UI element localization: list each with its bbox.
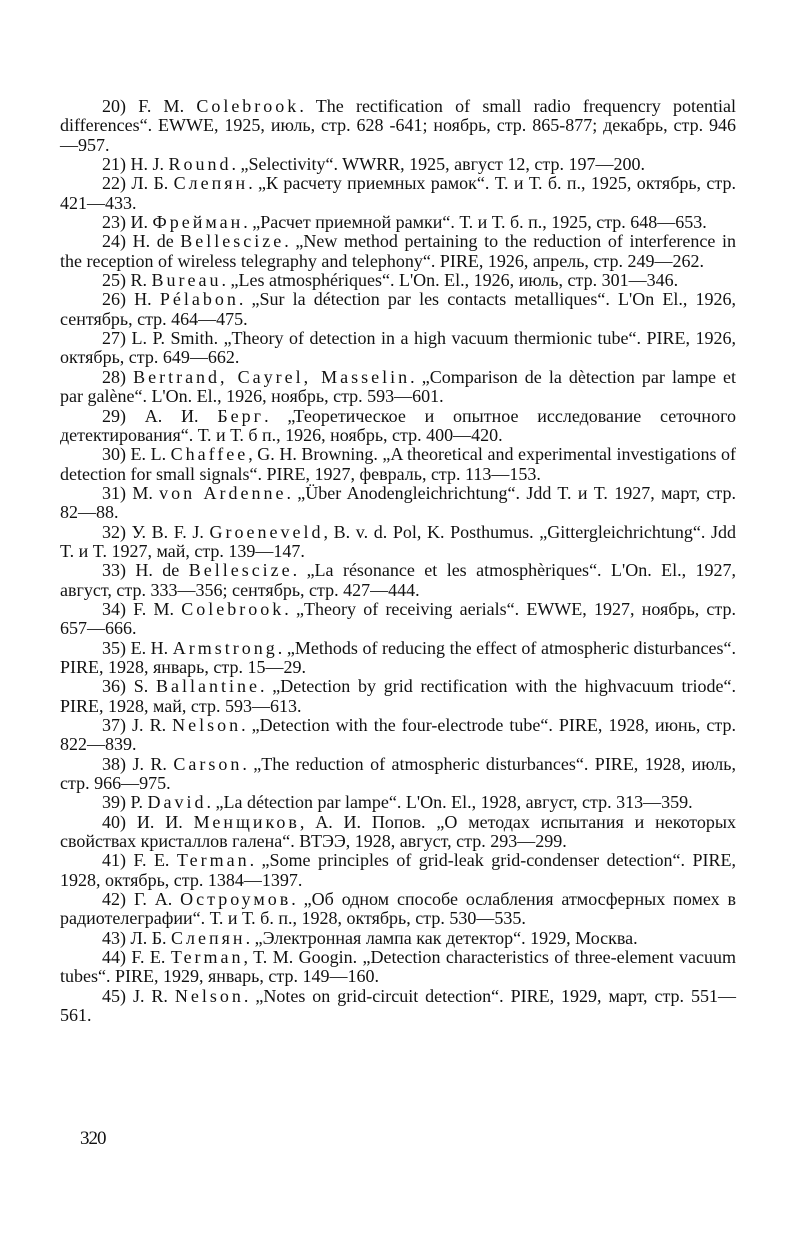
reference-initials: J. R. [132, 985, 175, 1006]
reference-initials: E. H. [130, 637, 173, 658]
reference-number: 33) [102, 560, 126, 581]
reference-number: 22) [102, 173, 126, 194]
reference-entry [60, 290, 736, 329]
reference-details: , B. v. d. Pol, K. Posthumus. „Gittergleichrichtung“. Jdd T. и T. 1927, май, стр. 139—147. [60, 521, 737, 561]
reference-author: Менщиков [193, 811, 300, 832]
reference-initials: F. E. [131, 947, 171, 968]
reference-number: 36) [102, 676, 126, 697]
reference-entry [60, 484, 736, 523]
reference-details: . „Les atmosphériques“. L'On. El., 1926, июль, стр. 301—346. [221, 270, 679, 291]
reference-entry [60, 677, 736, 716]
reference-entry [60, 97, 736, 155]
reference-entry [60, 813, 736, 852]
reference-author: Nelson [172, 715, 242, 735]
reference-initials: E. L. [130, 444, 171, 465]
reference-author: Chaffee [170, 444, 249, 465]
reference-details: . „Theory of receiving aerials“. EWWE, 1927, ноябрь, стр. 657—666. [60, 598, 736, 639]
reference-number: 39) [102, 792, 126, 813]
reference-details: . „Теоретическое и опытное исследование сеточного детектирования“. Т. и Т. б п., 1926, ноябрь, стр. 400—420. [60, 405, 737, 445]
reference-entry [60, 890, 736, 929]
reference-entry [60, 232, 736, 271]
reference-details: . „Methods of reducing the effect of atmospheric disturbances“. PIRE, 1928, январь, стр. 15—29. [60, 637, 737, 677]
reference-number: 45) [102, 985, 126, 1006]
reference-number: 43) [102, 927, 126, 948]
reference-details: . „Über Anodengleichrichtung“. Jdd T. и T. 1927, март, стр. 82—88. [60, 482, 737, 523]
reference-details: . „The reduction of atmospheric disturbances“. PIRE, 1928, июль, стр. 966—975. [60, 753, 736, 794]
reference-initials: F. E. [133, 850, 177, 871]
reference-entry [60, 174, 736, 213]
reference-number: 25) [102, 270, 126, 291]
reference-initials: H. J. [130, 154, 169, 175]
reference-entry [60, 755, 736, 794]
reference-details: , T. M. Googin. „Detection characteristics of three-element vacuum tubes“. PIRE, 1929, январь, стр. 149—160. [60, 947, 737, 987]
reference-initials: А. И. [144, 405, 218, 426]
reference-initials: H. [134, 289, 160, 310]
reference-number: 30) [102, 444, 126, 465]
reference-author: Armstrong [172, 637, 278, 658]
reference-entry [60, 155, 736, 174]
reference-author: Colebrook [181, 598, 285, 619]
reference-author: Nelson [174, 985, 244, 1006]
reference-entry [60, 639, 736, 678]
reference-initials: M. [132, 482, 160, 503]
reference-details: , А. И. Попов. „О методах испытания и некоторых свойствах кристаллов галена“. ВТЭЭ, 1928, август, стр. 293—299. [60, 811, 737, 852]
reference-initials: J. R. [132, 715, 173, 735]
reference-initials: F. M. [138, 96, 197, 116]
reference-number: 21) [102, 154, 126, 175]
reference-initials: P. [130, 792, 148, 813]
reference-author: Terman [176, 850, 250, 871]
reference-number: 26) [102, 289, 126, 310]
reference-details: . „Selectivity“. WWRR, 1925, август 12, стр. 197—200. [231, 154, 645, 175]
reference-details: . „Detection with the four-electrode tube“. PIRE, 1928, июнь, стр. 822—839. [60, 715, 736, 755]
reference-author: Bellescize [188, 560, 293, 581]
reference-initials: R. [130, 270, 152, 291]
reference-number: 44) [102, 947, 126, 968]
reference-number: 35) [102, 637, 126, 658]
reference-initials: F. M. [133, 598, 182, 619]
reference-entry [60, 561, 736, 600]
reference-author: Берг [217, 405, 265, 426]
reference-number: 23) [102, 212, 126, 233]
reference-details: . „Об одном способе ослабления атмосферных помех в радиотелеграфии“. Т. и Т. б. п., 1928, октябрь, стр. 530—535. [60, 889, 737, 929]
reference-number: 24) [102, 231, 126, 252]
reference-details: . „Sur la détection par les contacts metalliques“. L'On El., 1926, сентябрь, стр. 464—475. [60, 289, 737, 329]
reference-initials: Г. А. [133, 889, 181, 910]
reference-entry [60, 929, 736, 948]
reference-entry [60, 523, 736, 562]
reference-details: . „К расчету приемных рамок“. Т. и Т. б. п., 1925, октябрь, стр. 421—433. [60, 173, 737, 213]
reference-author: Фрейман [152, 212, 244, 233]
reference-number: 29) [102, 405, 126, 426]
reference-author: Round [168, 154, 232, 175]
reference-author: Bertrand, Cayrel, Masselin [133, 366, 411, 387]
reference-entry [60, 987, 736, 1026]
reference-entry [60, 445, 736, 484]
reference-initials: L. P. Smith [131, 328, 214, 349]
reference-author: Слепян [171, 927, 246, 948]
reference-author: Carson [173, 753, 243, 774]
reference-initials: Л. Б. [130, 927, 172, 948]
reference-number: 32) [102, 521, 126, 542]
reference-initials: H. de [132, 231, 181, 252]
reference-author: Ballantine [156, 676, 261, 697]
reference-details: . „Detection by grid rectification with the highvacuum triode“. PIRE, 1928, май, стр. 593—613. [60, 676, 736, 716]
reference-author: Слепян [173, 173, 249, 194]
reference-author: Bureau [151, 270, 222, 291]
reference-details: . „New method pertaining to the reduction of interference in the reception of wireless telegraphy and telephony“. PIRE, 1926, апрель, стр. 249—262. [60, 231, 736, 271]
reference-entry [60, 716, 736, 755]
reference-details: . „Some principles of grid-leak grid-condenser detection“. PIRE, 1928, октябрь, стр. 1384—1397. [60, 850, 736, 890]
reference-author: von Ardenne [159, 482, 287, 503]
reference-number: 27) [102, 328, 126, 349]
reference-number: 42) [102, 889, 126, 910]
reference-details: . „Расчет приемной рамки“. Т. и Т. б. п., 1925, стр. 648—653. [243, 212, 707, 233]
reference-number: 41) [102, 850, 126, 871]
reference-entry [60, 407, 736, 446]
reference-author: Groeneveld [209, 521, 324, 542]
reference-number: 20) [102, 96, 126, 116]
reference-initials: S. [133, 676, 157, 697]
reference-author: Остроумов [180, 889, 292, 910]
reference-details: . „La résonance et les atmosphèriques“. L'On. El., 1927, август, стр. 333—356; сентябрь, стр. 427—444. [60, 560, 736, 600]
reference-author: Terman [170, 947, 244, 968]
reference-author: Bellescize [180, 231, 285, 252]
reference-entry [60, 600, 736, 639]
reference-details: . „Comparison de la dètection par lampe et par galène“. L'On. El., 1926, ноябрь, стр. 593—601. [60, 366, 737, 407]
reference-author: Pélabon [159, 289, 239, 310]
reference-number: 37) [102, 715, 126, 735]
reference-details: . „Notes on grid-circuit detection“. PIRE, 1929, март, стр. 551—561. [60, 985, 737, 1026]
reference-entry [60, 851, 736, 890]
reference-number: 40) [102, 811, 126, 832]
reference-details: . The rectification of small radio frequencry potential differences“. EWWE, 1925, июль, стр. 628 -641; ноябрь, стр. 865-877; декабрь, стр. 946—957. [60, 96, 737, 155]
reference-number: 38) [102, 753, 126, 774]
reference-list [60, 97, 736, 1026]
reference-initials: Л. Б. [131, 173, 174, 194]
reference-number: 28) [102, 366, 126, 387]
reference-entry [60, 213, 736, 232]
reference-entry [60, 271, 736, 290]
reference-details: , G. H. Browning. „A theoretical and experimental investigations of detection for small signals“. PIRE, 1927, февраль, стр. 113—153. [60, 444, 736, 484]
reference-author: David [147, 792, 207, 813]
reference-initials: У. B. F. J. [131, 521, 210, 542]
reference-number: 31) [102, 482, 126, 503]
reference-number: 34) [102, 598, 126, 619]
reference-author: Colebrook [196, 96, 300, 116]
reference-details: . „La détection par lampe“. L'On. El., 1928, август, стр. 313—359. [206, 792, 693, 813]
reference-initials: И. И. [136, 811, 194, 832]
reference-initials: H. de [135, 560, 189, 581]
reference-details: . „Theory of detection in a high vacuum thermionic tube“. PIRE, 1926, октябрь, стр. 649—662. [60, 328, 737, 368]
reference-initials: J. R. [132, 753, 174, 774]
reference-entry [60, 948, 736, 987]
reference-entry [60, 793, 736, 812]
reference-initials: И. [130, 212, 153, 233]
reference-entry [60, 329, 736, 368]
reference-details: . „Электронная лампа как детектор“. 1929, Москва. [245, 927, 638, 948]
page-number: 320 [80, 1128, 106, 1149]
reference-entry [60, 368, 736, 407]
